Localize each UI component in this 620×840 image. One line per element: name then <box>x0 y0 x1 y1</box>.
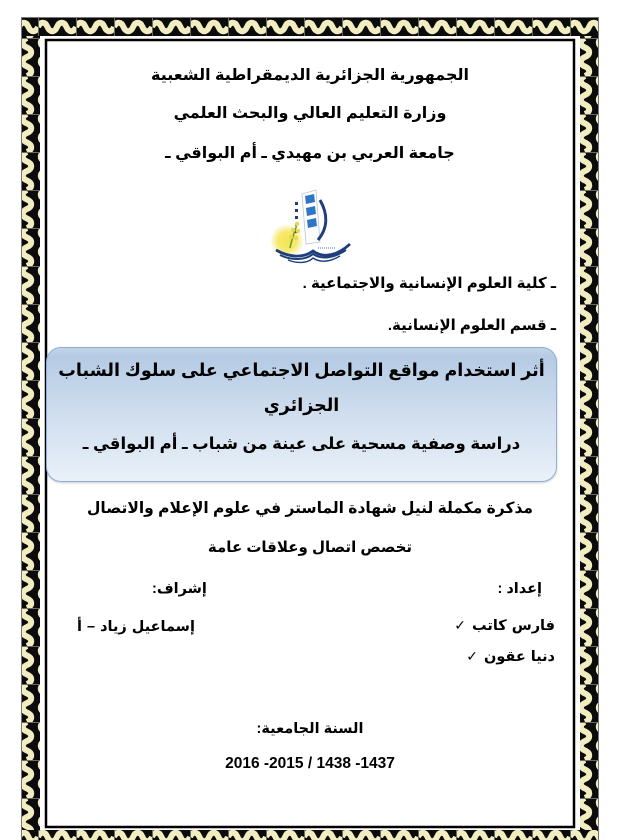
preparer-item <box>454 613 555 638</box>
title-subtitle: دراسة وصفية مسحية على عينة من شباب ـ أم البواقي ـ <box>82 435 521 453</box>
supervision-label: إشراف: <box>152 581 207 597</box>
preparer-name: عقون دنيا <box>483 649 555 665</box>
header-line-republic: الجمهورية الجزائرية الديمقراطية الشعبية <box>150 67 470 84</box>
supervisor-name: أ – زياد إسماعيل <box>77 619 195 635</box>
title-box <box>46 347 557 482</box>
check-icon: ✓ <box>466 648 478 664</box>
preparer-item <box>466 644 555 669</box>
faculty-line: ـ كلية العلوم الإنسانية والاجتماعية . <box>302 275 556 292</box>
preparer-name: كاتب فارس <box>472 618 555 634</box>
title-line-2: الجزائري <box>263 395 340 415</box>
header-line-ministry: وزارة التعليم العالي والبحث العلمي <box>173 105 447 122</box>
university-logo <box>268 186 358 270</box>
title-line-1: أثر استخدام مواقع التواصل الاجتماعي على سلوك الشباب <box>58 360 545 380</box>
academic-year-label: السنة الجامعية: <box>256 721 364 737</box>
memoir-line: مذكرة مكملة لنيل شهادة الماستر في علوم الإعلام والاتصال <box>86 500 534 517</box>
department-line: ـ قسم العلوم الإنسانية. <box>387 317 556 334</box>
academic-year-value: 1437- 1438 / 2015- 2016 <box>225 755 395 772</box>
check-icon: ✓ <box>454 617 467 633</box>
header-line-university: جامعة العربي بن مهيدي ـ أم البواقي ـ <box>165 145 455 162</box>
specialty-line: تخصص اتصال وعلاقات عامة <box>207 539 413 556</box>
preparation-label: إعداد : <box>497 581 542 597</box>
